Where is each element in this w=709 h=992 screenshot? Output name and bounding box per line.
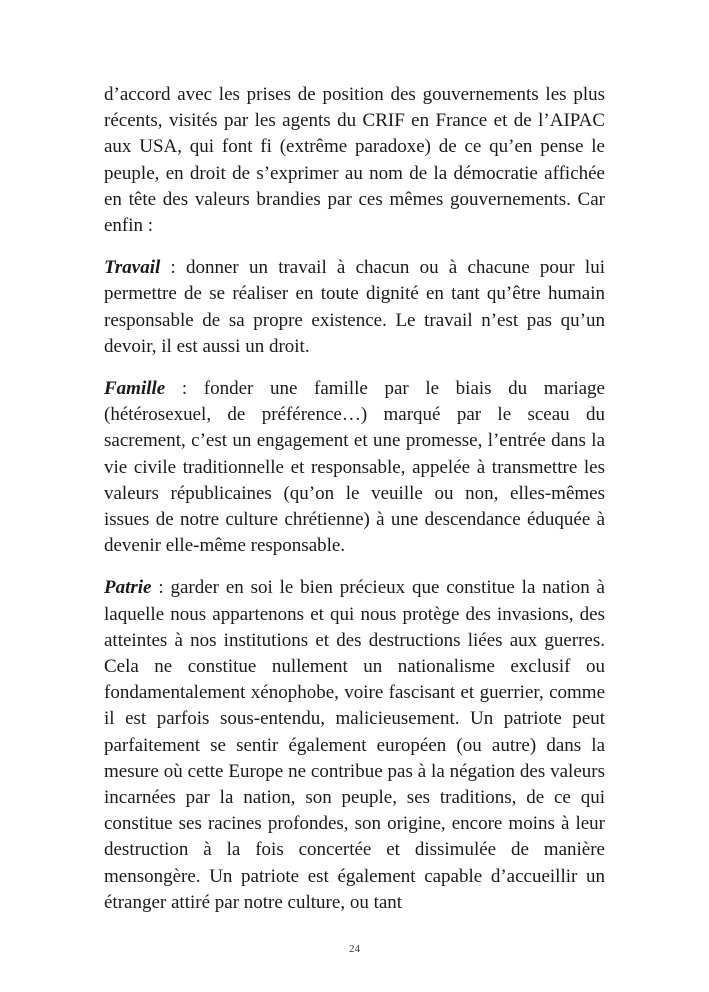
paragraph-intro-text: d’accord avec les prises de position des gouvernements les plus récents, visités par les agents du CRIF en France et de l’AIPAC aux USA, qui font fi (extrême paradoxe) de ce qu’en pense le peuple, en droit de s’exprimer au nom de la démocratie affichée en tête des valeurs brandies par ces mêmes gouvernements. Car enfin : xyxy=(104,84,605,237)
page-number: 24 xyxy=(349,943,360,955)
term-travail: Travail xyxy=(104,257,161,279)
paragraph-famille-text: : fonder une famille par le biais du mariage (hétérosexuel, de préférence…) marqué par le sceau du sacrement, c’est un engagement et une promesse, l’entrée dans la vie civile traditionnelle et responsable, appelée à transmettre les valeurs républicaines (qu’on le veuille ou non, elles-mêmes issues de notre culture chrétienne) à une descendance éduquée à devenir elle-même responsable. xyxy=(104,378,605,557)
paragraph-patrie xyxy=(104,575,605,916)
page-body xyxy=(104,82,605,932)
term-patrie: Patrie xyxy=(104,577,152,599)
paragraph-intro xyxy=(104,82,605,239)
paragraph-travail xyxy=(104,255,605,360)
paragraph-travail-text: : donner un travail à chacun ou à chacune pour lui permettre de se réaliser en toute dignité en tant qu’être humain responsable de sa propre existence. Le travail n’est pas qu’un devoir, il est aussi un droit. xyxy=(104,257,605,357)
paragraph-famille xyxy=(104,376,605,559)
paragraph-patrie-text: : garder en soi le bien précieux que constitue la nation à laquelle nous appartenons et qui nous protège des invasions, des atteintes à nos institutions et des destructions liées aux guerres. Cela ne constitue nullement un nationalisme exclusif ou fondamentalement xénophobe, voire fascisant et guerrier, comme il est parfois sous-entendu, malicieusement. Un patriote peut parfaitement se sentir également européen (ou autre) dans la mesure où cette Europe ne contribue pas à la négation des valeurs incarnées par la nation, son peuple, ses traditions, de ce qui constitue ses racines profondes, son origine, encore moins à leur destruction à la fois concertée et dissimulée de manière mensongère. Un patriote est également capable d’accueillir un étranger attiré par notre culture, ou tant xyxy=(104,577,605,913)
term-famille: Famille xyxy=(104,378,166,400)
